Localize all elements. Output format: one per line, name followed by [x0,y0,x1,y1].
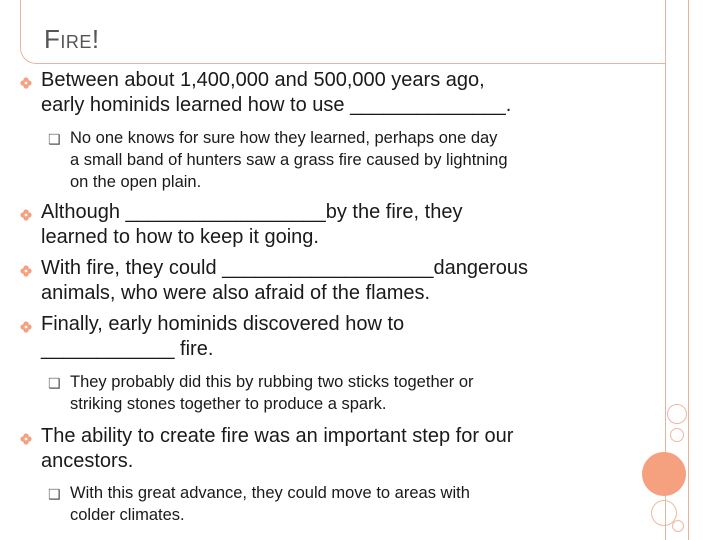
bullet-text: Finally, early hominids discovered how to ____________ fire. [41,313,405,360]
sub-bullet-text: No one knows for sure how they learned, perhaps one day a small band of hunters saw a grass fire caused by lightning on the open plain. [70,129,508,191]
bullet-text: The ability to create fire was an important step for our ancestors. [41,425,514,472]
four-petal-bullet-icon [20,321,32,333]
four-petal-bullet-icon [20,265,32,277]
title-frame [20,0,665,64]
four-petal-bullet-icon [20,209,32,221]
sub-bullet-text: They probably did this by rubbing two sticks together or striking stones together to produce a spark. [70,373,474,413]
checkbox-bullet-icon: ❑ [48,132,61,148]
slide-title: Fire! [44,24,100,54]
four-petal-bullet-icon [20,77,32,89]
four-petal-bullet-icon [20,433,32,445]
bullet-text: Between about 1,400,000 and 500,000 years ago, early hominids learned how to use ______________. [41,69,512,116]
bullet-text: With fire, they could ___________________dangerous animals, who were also afraid of the flames. [41,257,529,304]
checkbox-bullet-icon: ❑ [48,376,61,392]
decor-hollow-dot [670,428,684,442]
decor-hollow-dot [672,520,684,532]
decor-hollow-dot [667,404,687,424]
sub-bullet-text: With this great advance, they could move to areas with colder climates. [70,484,470,524]
checkbox-bullet-icon: ❑ [48,487,61,503]
bullet-text: Although __________________by the fire, they learned to how to keep it going. [41,201,463,248]
